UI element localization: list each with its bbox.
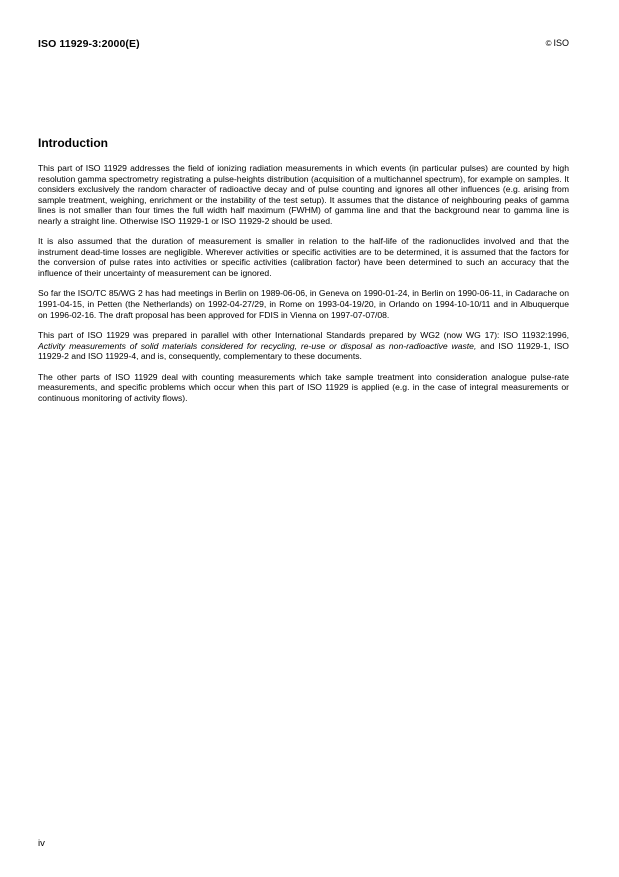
related-standards-text-before: This part of ISO 11929 was prepared in parallel with other International Standards prepared by WG2 (now WG 17): ISO 11932:1996, xyxy=(38,330,569,341)
paragraph-related-standards xyxy=(38,330,569,362)
paragraph-scope: This part of ISO 11929 addresses the field of ionizing radiation measurements in which events (in particular pulses) are counted by high resolution gamma spectrometry registrating a pulse-heights distribution (acquisition of a multichannel spectrum), for example on samples. It considers exclusively the random character of radioactive decay and of pulse counting and ignores all other influences (e.g. arising from sample treatment, weighing, enrichment or the instability of the test setup). It assumes that the distance of neighbouring peaks of gamma lines is not smaller than four times the full width half maximum (FWHM) of gamma line and that the background near to gamma line is nearly a straight line. Otherwise ISO 11929-1 or ISO 11929-2 should be used. xyxy=(38,163,569,226)
copyright-notice xyxy=(546,38,569,48)
paragraph-other-parts: The other parts of ISO 11929 deal with counting measurements which take sample treatment into consideration analogue pulse-rate measurements, and specific problems which occur when this part of ISO 11929 is applied (e.g. in the case of integral measurements or continuous monitoring of activity flows). xyxy=(38,371,569,403)
section-title: Introduction xyxy=(38,136,108,150)
page-number: iv xyxy=(38,838,45,849)
related-standard-title: Activity measurements of solid materials considered for recycling, re-use or disposal as non-radioactive waste, xyxy=(38,340,477,351)
related-standards-text-after: and ISO 11929-1, ISO 11929-2 and ISO 11929-4, and is, consequently, complementary to these documents. xyxy=(38,340,569,362)
paragraph-assumptions: It is also assumed that the duration of measurement is smaller in relation to the half-life of the radionuclides involved and that the instrument dead-time losses are negligible. Wherever activities or specific activities are to be determined, it is assumed that the factors for the conversion of pulse rates into activities or specific activities (calibration factor) have been determined to such an accuracy that the influence of their uncertainty of measurement can be ignored. xyxy=(38,236,569,278)
paragraph-meetings: So far the ISO/TC 85/WG 2 has had meetings in Berlin on 1989-06-06, in Geneva on 1990-01-24, in Berlin on 1990-06-11, in Cadarache on 1991-04-15, in Petten (the Netherlands) on 1992-04-27/29, in Rome on 1993-04-19/20, in Orlando on 1994-10-10/11 and in Albuquerque on 1996-02-16. The draft proposal has been approved for FDIS in Vienna on 1997-07-07/08. xyxy=(38,288,569,320)
copyright-org: ISO xyxy=(553,38,569,48)
introduction-body xyxy=(38,163,569,413)
copyright-icon: © xyxy=(545,39,552,48)
document-id: ISO 11929-3:2000(E) xyxy=(38,38,140,50)
